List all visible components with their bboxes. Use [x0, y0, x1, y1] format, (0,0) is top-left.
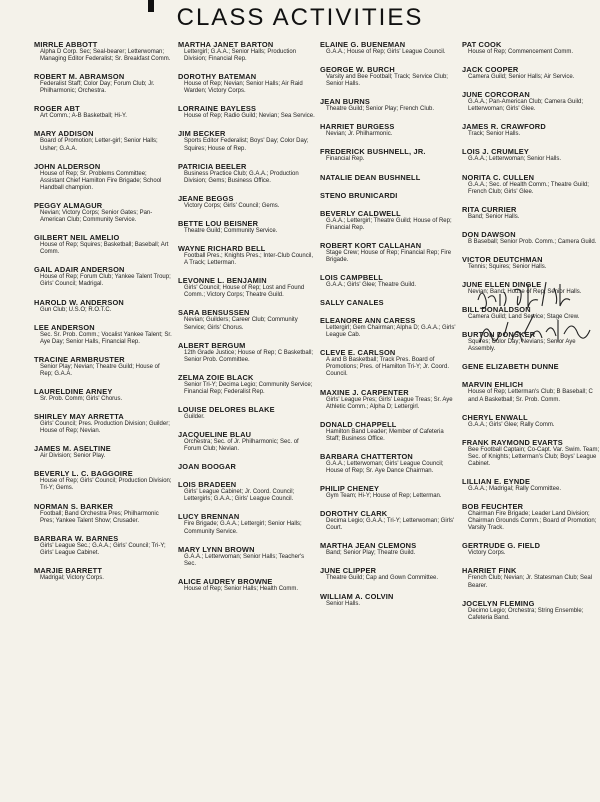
student-entry [178, 104, 316, 120]
student-activities: House of Rep; Squires; Basketball; Baseball; Art Comm. [40, 242, 169, 256]
student-entry [462, 566, 600, 589]
student-entry [178, 512, 316, 535]
column-3 [320, 40, 458, 617]
student-activities: Board of Promotion; Letter-girl; Senior Halls; Usher; G.A.A. [40, 138, 158, 152]
student-entry [462, 90, 600, 113]
student-name: MAXINE J. CARPENTER [320, 387, 409, 397]
student-name: BETTE LOU BEISNER [178, 218, 259, 228]
student-entry [320, 191, 458, 200]
student-activities: Nevian; Band; House of Rep; Senior Halls. [468, 289, 582, 296]
student-name: BEVERLY CALDWELL [320, 208, 401, 218]
student-activities: G.A.A.; Sec. of Health Comm.; Theatre Guild; French Club; Girls' Glee. [468, 181, 589, 195]
student-activities: French Club; Nevian; Jr. Statesman Club; Seal Bearer. [468, 575, 593, 589]
student-entry [462, 173, 600, 196]
student-entry [178, 72, 316, 95]
student-name: ROBERT M. ABRAMSON [34, 72, 125, 82]
student-activities: Guilder. [184, 413, 205, 420]
student-name: STENO BRUNICARDI [320, 190, 398, 200]
student-activities: Football Pres.; Knights Pres.; Inter-Club Council, A Track; Letterman. [184, 253, 314, 267]
student-activities: Lettergirl; G.A.A.; Senior Halls; Production Division; Financial Rep. [184, 49, 297, 63]
student-name: DOROTHY CLARK [320, 509, 388, 519]
student-activities: Football; Band Orchestra Pres; Philharmonic Pres; Yankee Talent Show; Crusader. [40, 510, 159, 524]
student-name: LAURELDINE ARNEY [34, 386, 113, 396]
student-entry [178, 373, 316, 396]
column-4 [462, 40, 600, 631]
student-entry [178, 194, 316, 210]
student-activities: Camera Guild; Land Service; Stage Crew. [468, 314, 580, 321]
student-entry [34, 162, 172, 192]
student-activities: B Baseball; Senior Prob. Comm.; Camera Guild. [468, 238, 597, 245]
student-entry [34, 323, 172, 346]
student-entry [320, 420, 458, 443]
student-name: MARTHA JANET BARTON [178, 40, 274, 49]
student-entry [178, 405, 316, 421]
student-activities: House of Rep; Girls' Council; Production Division; Tri-Y; Gems. [40, 478, 172, 492]
student-name: PEGGY ALMAGUR [34, 200, 103, 210]
student-activities: Theatre Guild; Senior Play; French Club. [326, 106, 435, 113]
student-activities: Varsity and Bee Football; Track; Service Club; Senior Halls. [326, 74, 448, 88]
student-activities: House of Rep; Letterman's Club; B Baseball; C and A Basketball; Sr. Prob. Comm. [468, 389, 593, 403]
student-activities: Stage Crew; House of Rep; Financial Rep; Fire Brigade. [326, 249, 452, 263]
student-name: VICTOR DEUTCHMAN [462, 254, 543, 264]
student-entry [178, 545, 316, 568]
column-1 [34, 40, 172, 591]
student-entry [320, 348, 458, 378]
student-name: CLEVE E. CARLSON [320, 348, 396, 358]
student-entry [178, 577, 316, 593]
student-name: MARTHA JEAN CLEMONS [320, 541, 417, 551]
student-activities: Art Comm.; A-B Basketball; Hi-Y. [40, 113, 127, 120]
student-activities: G.A.A.; Letterwoman; Senior Halls; Teacher's Sec. [184, 553, 305, 567]
student-name: GEORGE W. BURCH [320, 65, 395, 75]
student-name: JIM BECKER [178, 129, 226, 139]
student-entry [178, 129, 316, 152]
student-name: PATRICIA BEELER [178, 161, 247, 171]
student-name: JOHN ALDERSON [34, 161, 101, 171]
student-name: FRANK RAYMOND EVARTS [462, 437, 563, 447]
student-entry [178, 276, 316, 299]
student-activities: Gym Team; Hi-Y; House of Rep; Letterman. [326, 493, 442, 500]
student-entry [462, 230, 600, 246]
student-entry [178, 308, 316, 331]
student-entry [34, 201, 172, 224]
student-name: MIRRLE ABBOTT [34, 40, 98, 49]
student-activities: Senior Tri-Y; Decima Legio; Community Service; Financial Rep; Federalist Rep. [184, 381, 313, 395]
student-entry [34, 469, 172, 492]
student-entry [320, 97, 458, 113]
student-entry [320, 147, 458, 163]
student-name: LUCY BRENNAN [178, 512, 240, 522]
student-activities: Theatre Guild; Cap and Gown Committee. [326, 575, 439, 582]
student-activities: Band; Senior Halls. [468, 213, 520, 220]
student-entry [462, 122, 600, 138]
student-activities: G.A.A.; Girls' Glee; Theatre Guild. [326, 281, 417, 288]
student-name: GAIL ADAIR ANDERSON [34, 265, 125, 275]
student-activities: Air Division; Senior Play. [40, 453, 106, 460]
student-activities: Senior Play; Nevian; Theatre Guild; House of Rep; G.A.A. [40, 363, 160, 377]
student-entry [34, 233, 172, 256]
student-name: RITA CURRIER [462, 204, 517, 214]
student-activities: 12th Grade Justice; House of Rep; C Basketball; Senior Prob. Committee. [184, 349, 314, 363]
student-activities: Senior Halls. [326, 600, 361, 607]
student-name: DON DAWSON [462, 229, 516, 239]
student-activities: House of Rep; Commencement Comm. [468, 49, 574, 55]
student-name: BEVERLY L. C. BAGGOIRE [34, 469, 133, 479]
student-activities: Girls' League Cabinet; Jr. Coord. Council; Lettergirls; G.A.A.; Girls' League Council. [184, 489, 295, 503]
student-activities: Nevian; Jr. Philharmonic. [326, 131, 393, 138]
student-name: WAYNE RICHARD BELL [178, 244, 266, 254]
student-name: NATALIE DEAN BUSHNELL [320, 172, 421, 182]
student-name: BURTON DONSKER [462, 330, 536, 340]
student-activities: Nevian; Guilders; Career Club; Community Service; Girls' Chorus. [184, 317, 298, 331]
student-name: MARY ADDISON [34, 129, 94, 139]
student-entry [462, 380, 600, 403]
student-entry [178, 40, 316, 63]
student-activities: A and B Basketball; Track Pres. Board of Promotions; Pres. of Hamilton Tri-Y; Jr. Coord. Council. [326, 357, 449, 378]
student-name: LOIS J. CRUMLEY [462, 147, 530, 157]
student-name: JUNE CORCORAN [462, 90, 530, 100]
student-name: LEE ANDERSON [34, 322, 95, 332]
student-activities: Fire Brigade; G.A.A.; Lettergirl; Senior Halls; Community Service. [184, 521, 302, 535]
student-name: JUNE ELLEN DINGLE [462, 280, 542, 290]
student-entry [462, 280, 600, 296]
student-activities: Gun Club; U.S.O; R.O.T.C. [40, 306, 112, 313]
student-name: MARJIE BARRETT [34, 565, 103, 575]
student-activities: Sec. Sr. Prob. Comm.; Vocalist Yankee Talent; Sr. Aye Day; Senior Halls, Financial Rep. [40, 331, 172, 345]
student-entry [320, 40, 458, 56]
student-activities: Decimo Legio; Orchestra; String Ensemble; Cafeteria Band. [468, 607, 584, 621]
student-entry [462, 599, 600, 622]
student-activities: Band; Senior Play; Theatre Guild. [326, 550, 416, 557]
student-entry [320, 566, 458, 582]
student-activities: Hamilton Band Leader; Member of Cafeteria Staff; Business Office. [326, 428, 444, 442]
student-activities: Business Practice Club; G.A.A.; Production Division; Gems; Business Office. [184, 170, 299, 184]
student-entry [34, 355, 172, 378]
student-name: JAMES M. ASELTINE [34, 444, 111, 454]
student-activities: G.A.A.; Letterwoman; Girls' League Council; House of Rep; Sr. Aye Dance Chairman. [326, 460, 444, 474]
student-activities: Girls' League Pres; Girls' League Treas; Sr. Aye Athletic Comm.; Alpha D; Lettergirl. [326, 396, 453, 410]
student-name: LORRAINE BAYLESS [178, 104, 257, 114]
page-title: CLASS ACTIVITIES [176, 4, 424, 31]
student-activities: Victory Corps; Girls' Council; Gems. [184, 202, 280, 209]
student-name: NORMAN S. BARKER [34, 501, 114, 511]
student-activities: G.A.A.; Pan-American Club; Camera Guild; Letterwoman; Girls' Glee. [468, 99, 584, 113]
student-activities: Madrigal; Victory Corps. [40, 574, 104, 581]
student-activities: Tennis; Squires; Senior Halls. [468, 263, 547, 270]
student-name: SHIRLEY MAY ARRETTA [34, 412, 124, 422]
student-activities: G.A.A.; Madrigal; Rally Committee. [468, 485, 562, 492]
student-name: MARY LYNN BROWN [178, 544, 255, 554]
student-name: JACQUELINE BLAU [178, 430, 252, 440]
student-activities: G.A.A.; House of Rep; Girls' League Council. [326, 49, 446, 55]
student-activities: Sports Editor Federalist; Boys' Day; Color Day; Squires; House of Rep. [184, 138, 309, 152]
student-activities: Theatre Guild; Community Service. [184, 227, 278, 234]
student-entry [320, 298, 458, 307]
student-entry [34, 298, 172, 314]
student-name: ELAINE G. BUENEMAN [320, 40, 406, 49]
student-activities: Lettergirl; Gem Chairman; Alpha D; G.A.A.; Girls' League Cab. [326, 325, 456, 339]
student-entry [462, 477, 600, 493]
student-name: ALICE AUDREY BROWNE [178, 576, 273, 586]
student-entry [462, 541, 600, 557]
student-entry [462, 255, 600, 271]
student-entry [462, 205, 600, 221]
student-activities: House of Rep; Senior Halls; Health Comm. [184, 585, 299, 592]
student-entry [178, 430, 316, 453]
student-activities: House of Rep; Nevian; Senior Halls; Air Raid Warden; Victory Corps. [184, 81, 303, 95]
student-name: JAMES R. CRAWFORD [462, 122, 546, 132]
student-activities: House of Rep; Radio Guild; Nevian; Sea Service. [184, 113, 315, 120]
student-name: LILLIAN E. EYNDE [462, 476, 531, 486]
student-entry [34, 534, 172, 557]
student-name: CHERYL ENWALL [462, 412, 528, 422]
student-entry [462, 438, 600, 468]
student-entry [462, 362, 600, 371]
student-activities: Chairman Fire Brigade; Leader Land Division; Chairman Grounds Comm.; Board of Promotion; Varsity Track. [468, 511, 597, 532]
student-entry [320, 484, 458, 500]
student-name: JEAN BURNS [320, 97, 371, 107]
student-entry [462, 330, 600, 353]
student-name: LOIS BRADEEN [178, 480, 237, 490]
student-name: ALBERT BERGUM [178, 340, 246, 350]
student-entry [320, 241, 458, 264]
student-activities: Sr. Prob. Comm; Girls' Chorus. [40, 395, 123, 402]
column-2 [178, 40, 316, 602]
student-activities: Girls' Council; Pres. Production Division; Guilder; House of Rep; Nevian. [40, 421, 170, 435]
student-entry [34, 566, 172, 582]
student-name: JUNE CLIPPER [320, 566, 377, 576]
student-activities: G.A.A.; Lettergirl; Theatre Guild; House of Rep; Financial Rep. [326, 217, 452, 231]
student-name: ELEANORE ANN CARESS [320, 316, 416, 326]
student-entry [320, 592, 458, 608]
student-activities: Decima Legio; G.A.A.; Tri-Y; Letterwoman; Girls' Court. [326, 518, 455, 532]
student-name: HARRIET BURGESS [320, 122, 395, 132]
student-name: GILBERT NEIL AMELIO [34, 233, 120, 243]
student-entry [320, 316, 458, 339]
student-activities: Track; Senior Halls. [468, 131, 521, 138]
student-name: BILL DONALDSON [462, 305, 531, 315]
student-name: JOAN BOOGAR [178, 462, 237, 472]
student-name: LOIS CAMPBELL [320, 272, 383, 282]
student-name: PHILIP CHENEY [320, 484, 380, 494]
student-name: ROBERT KORT CALLAHAN [320, 240, 422, 250]
student-entry [178, 219, 316, 235]
student-activities: Camera Guild; Senior Halls; Air Service. [468, 74, 575, 81]
student-name: GERTRUDE G. FIELD [462, 541, 541, 551]
student-name: ZELMA ZOIE BLACK [178, 372, 254, 382]
student-activities: Girls' Council; House of Rep; Lost and Found Comm.; Victory Corps; Theatre Guild. [184, 285, 305, 299]
student-entry [320, 388, 458, 411]
student-entry [462, 413, 600, 429]
student-entry [320, 541, 458, 557]
student-name: SARA BENSUSSEN [178, 308, 250, 318]
student-entry [34, 412, 172, 435]
student-activities: Squires; Color Day; Nevians; Senior Aye Assembly. [468, 339, 576, 353]
student-entry [178, 162, 316, 185]
student-entry [462, 147, 600, 163]
student-entry [178, 244, 316, 267]
student-entry [320, 273, 458, 289]
student-entry [34, 387, 172, 403]
student-name: JOCELYN FLEMING [462, 598, 535, 608]
student-entry [178, 480, 316, 503]
student-activities: G.A.A.; Girls' Glee; Rally Comm. [468, 421, 555, 428]
student-name: HARRIET FINK [462, 566, 517, 576]
student-name: BARBARA W. BARNES [34, 533, 119, 543]
student-activities: Alpha D Corp. Sec; Seal-bearer; Letterwoman; Managing Editor Federalist; Sr. Breakfast Comm. [40, 49, 171, 63]
student-activities: House of Rep; Sr. Problems Committee; Assistant Chief Hamilton Fire Brigade; School Handball champion. [40, 170, 162, 191]
student-activities: House of Rep; Forum Club; Yankee Talent Troup; Girls' Council; Madrigal. [40, 274, 171, 288]
student-entry [178, 341, 316, 364]
student-activities: Nevian; Victory Corps; Senior Gates; Pan-American Club; Community Service. [40, 209, 153, 224]
student-entry [320, 509, 458, 532]
student-name: LEVONNE L. BENJAMIN [178, 276, 267, 286]
student-entry [34, 72, 172, 95]
student-entry [34, 265, 172, 288]
student-name: HAROLD W. ANDERSON [34, 297, 124, 307]
student-activities: Federalist Staff; Color Day; Forum Club; Jr. Philharmonic; Orchestra. [40, 81, 155, 95]
student-name: BARBARA CHATTERTON [320, 451, 413, 461]
student-name: LOUISE DELORES BLAKE [178, 404, 275, 414]
student-name: ROGER ABT [34, 104, 80, 114]
student-entry [320, 452, 458, 475]
student-activities: Girls' League Sec.; G.A.A.; Girls' Council; Tri-Y; Girls' League Cabinet. [40, 542, 166, 556]
student-entry [34, 40, 172, 63]
student-name: PAT COOK [462, 40, 502, 49]
student-name: NORITA C. CULLEN [462, 172, 535, 182]
student-entry [34, 444, 172, 460]
student-activities: Victory Corps. [468, 550, 506, 557]
student-entry [462, 40, 600, 56]
student-name: SALLY CANALES [320, 298, 384, 308]
student-name: DONALD CHAPPELL [320, 419, 397, 429]
student-entry [320, 65, 458, 88]
student-activities: Bee Football Captain; Co-Capt. Var. Swim. Team; Sec. of Knights; Letterman's Club; Boys' League Cabinet. [468, 446, 600, 467]
student-name: WILLIAM A. COLVIN [320, 591, 394, 601]
student-entry [462, 305, 600, 321]
student-entry [320, 122, 458, 138]
student-entry [462, 65, 600, 81]
student-entry [34, 104, 172, 120]
student-entry [462, 502, 600, 532]
student-entry [320, 209, 458, 232]
student-activities: Financial Rep. [326, 156, 365, 163]
student-name: TRACINE ARMBRUSTER [34, 354, 125, 364]
student-name: DOROTHY BATEMAN [178, 72, 257, 82]
student-name: JACK COOPER [462, 65, 519, 75]
student-name: GENE ELIZABETH DUNNE [462, 362, 559, 372]
student-entry [178, 462, 316, 471]
student-name: BOB FEUCHTER [462, 502, 524, 512]
student-entry [34, 502, 172, 525]
student-activities: G.A.A.; Letterwoman; Senior Halls. [468, 156, 562, 163]
student-name: FREDERICK BUSHNELL, JR. [320, 147, 426, 157]
student-name: MARVIN EHLICH [462, 380, 524, 390]
student-entry [320, 173, 458, 182]
student-name: JEANE BEGGS [178, 193, 234, 203]
student-activities: Orchestra; Sec. of Jr. Philharmonic; Sec. of Forum Club; Nevian. [184, 439, 299, 453]
student-entry [34, 129, 172, 152]
